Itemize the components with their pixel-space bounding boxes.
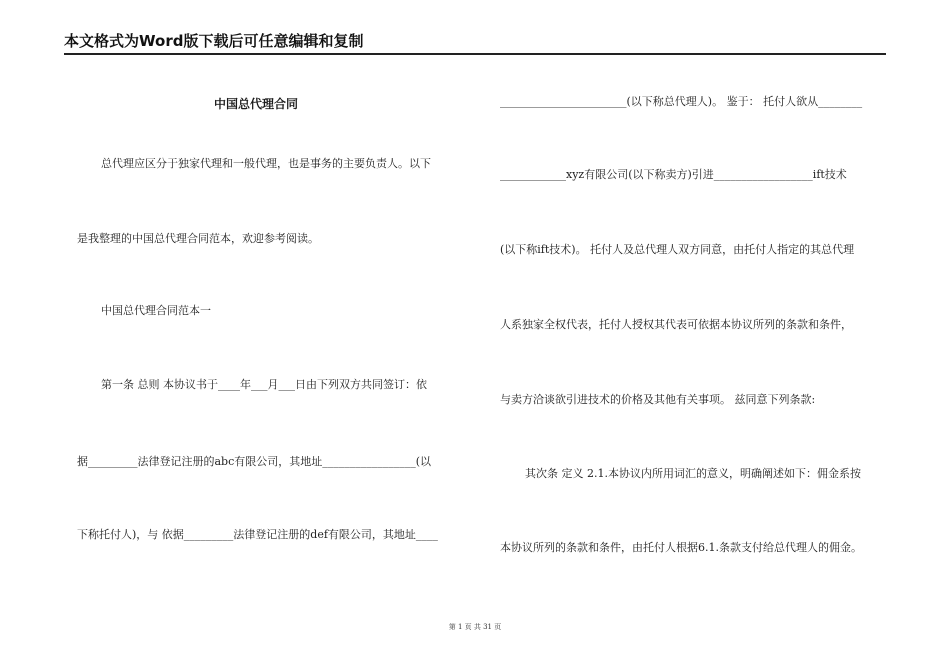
paragraph-line: (以下称ift技术)。 托付人及总代理人双方同意，由托付人指定的其总代理 <box>500 243 855 256</box>
paragraph-line: 下称托付人)，与 依据_________法律登记注册的def有限公司，其地址____ <box>77 528 438 541</box>
page-number-footer: 第 1 页 共 31 页 <box>448 623 502 631</box>
paragraph-line: 据_________法律登记注册的abc有限公司，其地址_________________(以 <box>77 455 432 468</box>
paragraph-line: 中国总代理合同范本一 <box>101 304 211 317</box>
paragraph-line: 是我整理的中国总代理合同范本，欢迎参考阅读。 <box>77 232 319 245</box>
paragraph-line: 第一条 总则 本协议书于____年___月___日由下列双方共同签订：依 <box>101 378 427 391</box>
document-title: 中国总代理合同 <box>214 97 299 111</box>
paragraph-line: _______________________(以下称总代理人)。 鉴于： 托付人欲从________ <box>500 95 863 108</box>
paragraph-line: 其次条 定义 2.1.本协议内所用词汇的意义，明确阐述如下：佣金系按 <box>525 467 861 480</box>
paragraph-line: ____________xyz有限公司(以下称卖方)引进__________________ift技术 <box>500 168 847 181</box>
paragraph-line: 与卖方洽谈欲引进技术的价格及其他有关事项。 兹同意下列条款: <box>500 393 816 406</box>
header-divider <box>64 53 886 55</box>
document-header: 本文格式为Word版下载后可任意编辑和复制 <box>64 32 364 50</box>
paragraph-line: 本协议所列的条款和条件，由托付人根据6.1.条款支付给总代理人的佣金。 <box>500 541 862 554</box>
paragraph-line: 人系独家全权代表，托付人授权其代表可依据本协议所列的条款和条件， <box>500 318 852 331</box>
paragraph-line: 总代理应区分于独家代理和一般代理，也是事务的主要负责人。以下 <box>101 157 431 170</box>
